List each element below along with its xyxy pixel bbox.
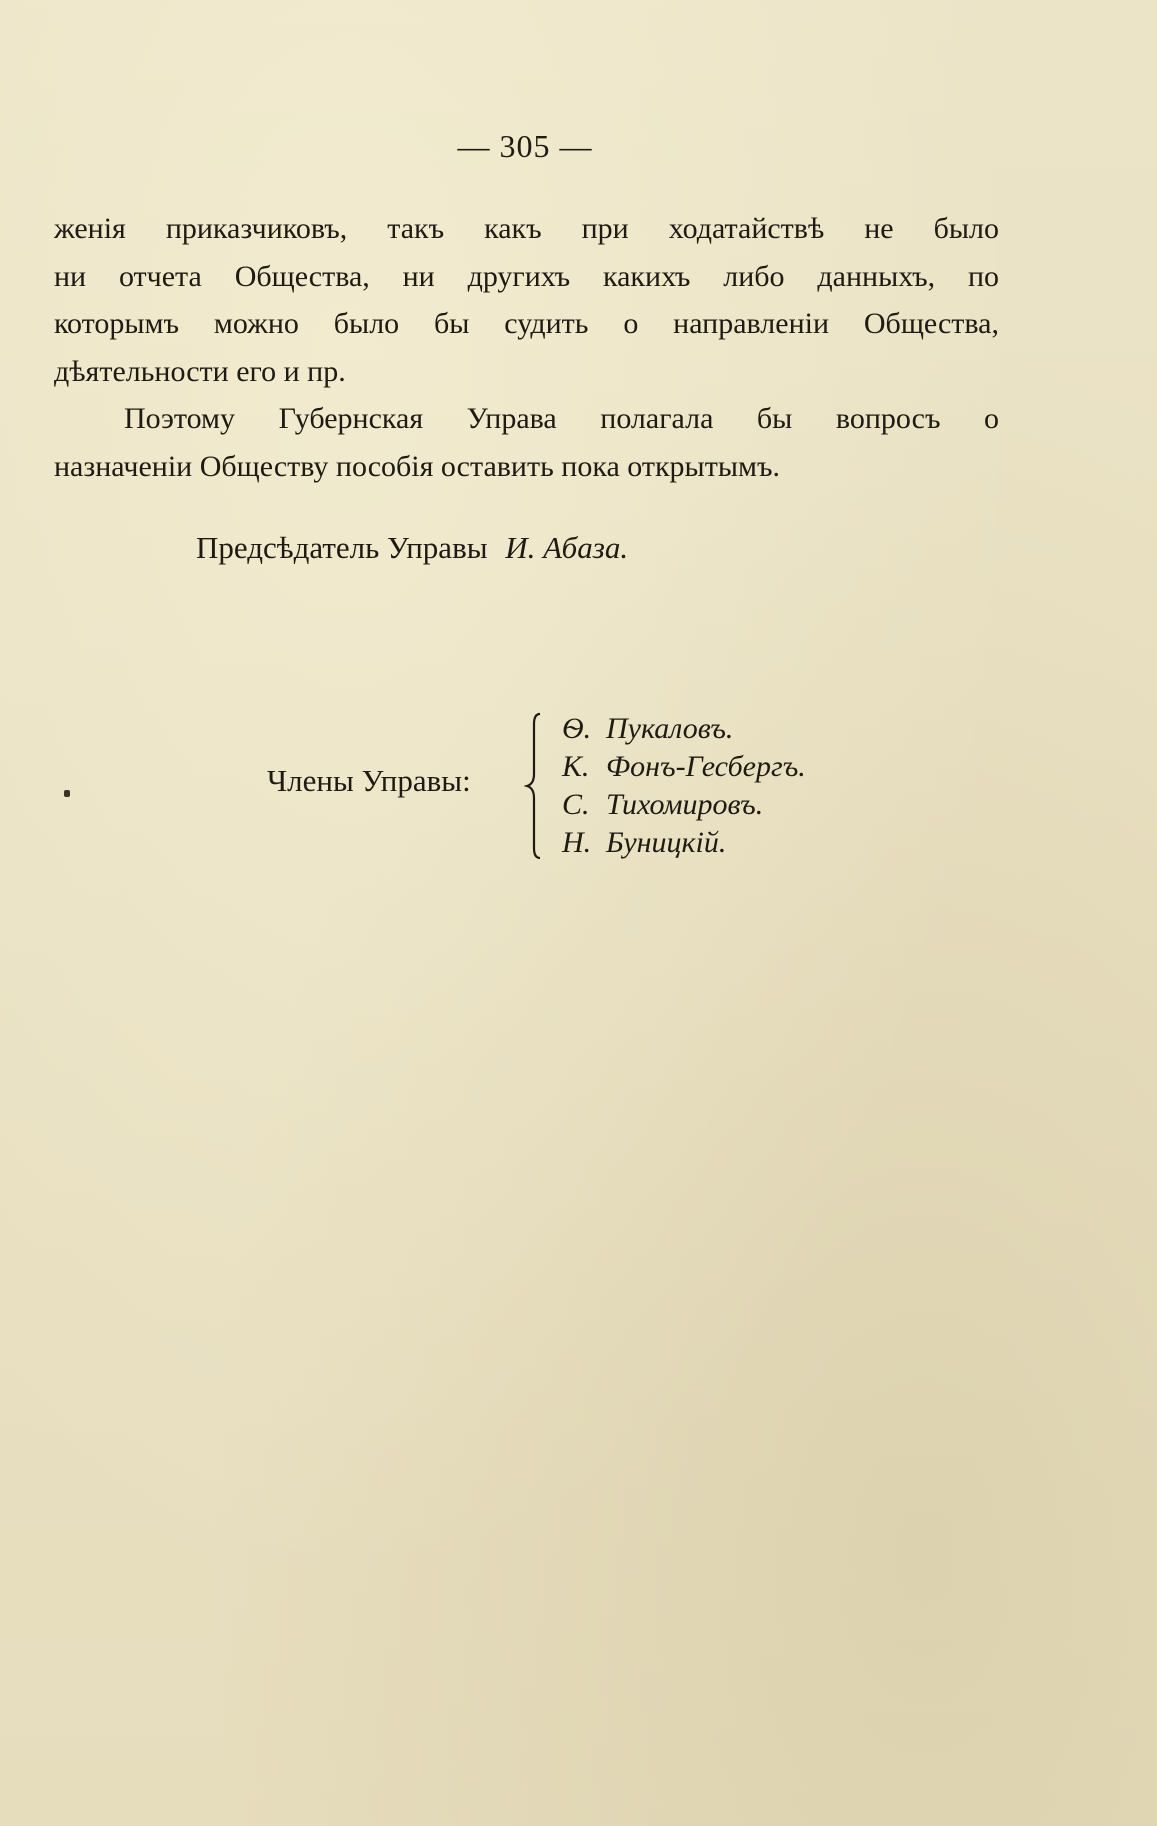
member-initial: С. — [562, 788, 590, 821]
curly-brace-icon — [524, 712, 544, 860]
ink-dot — [64, 790, 70, 797]
text-line: ни отчета Общества, ни другихъ какихъ либо данныхъ, по — [54, 259, 999, 293]
member-row — [562, 710, 806, 748]
chairman-name: И. Абаза. — [505, 530, 629, 565]
members-label: Члены Управы: — [267, 763, 471, 798]
members-list — [562, 710, 806, 862]
member-initial: К. — [562, 750, 590, 783]
member-row — [562, 786, 806, 824]
member-surname: Тихомировъ. — [606, 788, 764, 821]
member-row — [562, 824, 806, 862]
text-line: женія приказчиковъ, такъ какъ при ходатайствѣ не было — [54, 212, 999, 245]
chairman-signature — [196, 530, 628, 566]
page-number: — 305 — — [457, 128, 593, 164]
member-surname: Пукаловъ. — [606, 712, 734, 745]
member-surname: Буницкій. — [606, 826, 727, 859]
member-initial: Н. — [562, 826, 592, 859]
text-line: Поэтому Губернская Управа полагала бы вопросъ о — [124, 402, 999, 435]
text-line: которымъ можно было бы судить о направленіи Общества, — [54, 307, 999, 340]
text-line: дѣятельности его и пр. — [54, 354, 346, 388]
text-line: назначеніи Обществу пособія оставить пока открытымъ. — [54, 449, 780, 483]
chairman-title: Предсѣдатель Управы — [196, 530, 488, 565]
member-initial: Ѳ. — [562, 712, 592, 745]
member-row — [562, 748, 806, 786]
body-text — [54, 205, 999, 490]
member-surname: Фонъ-Гесбергъ. — [606, 750, 806, 783]
